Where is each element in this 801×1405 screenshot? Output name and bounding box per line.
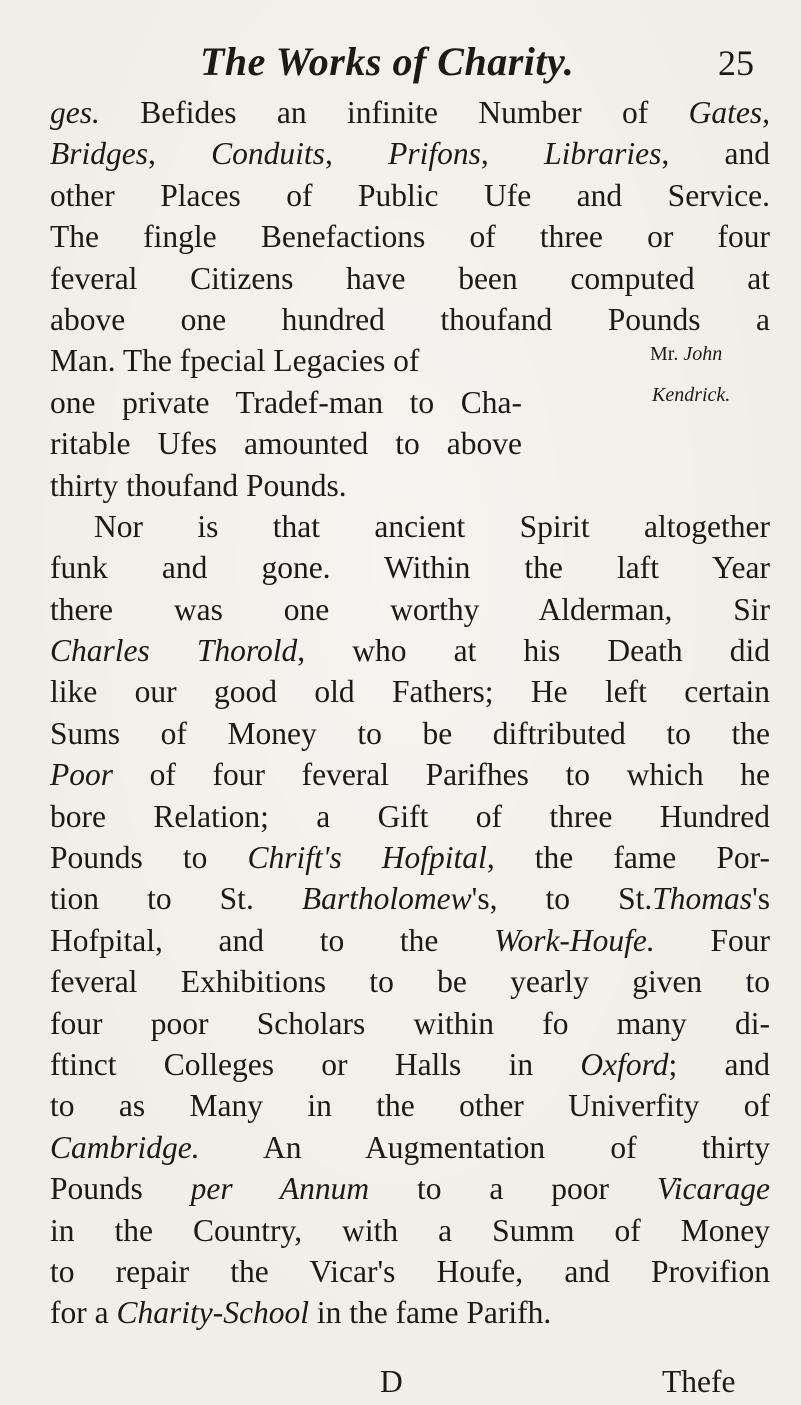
text-fragment: per Annum	[190, 1171, 370, 1207]
margin-note-title: Mr.	[650, 343, 679, 365]
text-line-28: in the Country, with a Summ of Money	[50, 1212, 770, 1248]
text-line-21	[50, 920, 770, 961]
text-fragment: of four feveral Parifhes to which he	[113, 757, 770, 793]
text-fragment: Gates,	[688, 95, 770, 130]
text-line-15: like our good old Fathers; He left certain	[50, 674, 770, 710]
text-fragment: ,	[148, 136, 212, 172]
text-fragment: 's	[752, 881, 770, 917]
text-fragment: , who at his Death did	[297, 633, 770, 669]
text-line-1	[50, 92, 770, 133]
page-number: 25	[718, 43, 754, 83]
text-line-16: Sums of Money to be diftributed to the	[50, 715, 770, 751]
text-fragment: Poor	[50, 757, 113, 793]
text-fragment: Hofpital, and to the	[50, 922, 495, 958]
text-fragment: Vicarage	[656, 1171, 770, 1207]
text-fragment: Four	[654, 922, 770, 958]
text-fragment: ,	[480, 136, 545, 172]
text-line-12: funk and gone. Within the laft Year	[50, 550, 770, 586]
text-fragment: ftinct Colleges or Halls in	[50, 1046, 581, 1082]
text-line-3: other Places of Public Ufe and Service.	[50, 177, 770, 213]
text-fragment: Conduits	[211, 136, 325, 172]
text-fragment: to a poor	[369, 1171, 657, 1207]
body-text	[50, 92, 770, 1334]
text-fragment: in the fame Parifh.	[308, 1295, 552, 1331]
page-footer	[0, 1364, 801, 1404]
text-fragment: Cambridge.	[50, 1129, 200, 1165]
page-header	[0, 38, 801, 88]
text-line-29: to repair the Vicar's Houfe, and Provifion	[50, 1253, 770, 1289]
text-fragment: Bartholomew	[301, 881, 472, 917]
text-line-19	[50, 837, 770, 878]
text-fragment: ,	[324, 136, 389, 172]
text-fragment: An Augmentation of thirty	[199, 1129, 770, 1165]
text-line-26	[50, 1127, 770, 1168]
signature-mark: D	[380, 1364, 403, 1399]
margin-note-line-2: Kendrick.	[652, 384, 731, 406]
text-line-7: Man. The fpecial Legacies of	[50, 343, 420, 379]
text-fragment: Oxford	[580, 1046, 669, 1082]
text-line-22: feveral Exhibitions to be yearly given to	[50, 964, 770, 1000]
text-fragment: Work-Houfe.	[494, 922, 655, 958]
text-fragment: ges.	[50, 95, 100, 130]
text-fragment: Bridges	[50, 136, 148, 172]
text-fragment: Charity-School	[116, 1295, 309, 1331]
catchword: Thefe	[662, 1364, 736, 1399]
text-fragment: tion to St.	[50, 881, 302, 917]
text-fragment: 's, to St.	[471, 881, 653, 917]
text-fragment: Prifons	[388, 136, 481, 172]
text-line-9: ritable Ufes amounted to above	[50, 426, 522, 462]
text-fragment: Pounds to	[50, 840, 248, 876]
text-fragment: ; and	[668, 1046, 770, 1082]
running-head: The Works of Charity.	[200, 39, 575, 84]
text-fragment: Befides an infinite Number of	[99, 95, 689, 130]
text-line-11: Nor is that ancient Spirit altogether	[94, 508, 770, 544]
text-line-20	[50, 878, 770, 919]
text-fragment: Charles Thorold	[50, 633, 298, 669]
text-line-14	[50, 630, 770, 671]
text-fragment: , the fame Por-	[486, 840, 770, 876]
text-line-4: The fingle Benefactions of three or four	[50, 219, 770, 255]
text-line-24	[50, 1044, 770, 1085]
text-line-17	[50, 754, 770, 795]
text-line-6: above one hundred thoufand Pounds a	[50, 301, 770, 337]
text-fragment: for a	[50, 1295, 117, 1331]
text-fragment: Chrift's Hofpital	[247, 840, 487, 876]
text-line-8: one private Tradef-man to Cha-	[50, 384, 522, 420]
text-line-27	[50, 1168, 770, 1209]
text-line-13: there was one worthy Alderman, Sir	[50, 591, 770, 627]
text-line-10: thirty thoufand Pounds.	[50, 467, 347, 503]
text-line-23: four poor Scholars within fo many di-	[50, 1005, 770, 1041]
margin-note-line-1	[650, 343, 722, 366]
text-fragment: Pounds	[50, 1171, 191, 1207]
text-line-18: bore Relation; a Gift of three Hundred	[50, 798, 770, 834]
text-line-25: to as Many in the other Univerfity of	[50, 1088, 770, 1124]
text-line-5: feveral Citizens have been computed at	[50, 260, 770, 296]
margin-note-first-name: John	[683, 343, 723, 365]
text-fragment: Libraries	[544, 136, 662, 172]
text-line-2	[50, 133, 770, 174]
text-fragment: , and	[661, 136, 770, 172]
text-line-30	[50, 1292, 770, 1333]
text-fragment: Thomas	[652, 881, 753, 917]
